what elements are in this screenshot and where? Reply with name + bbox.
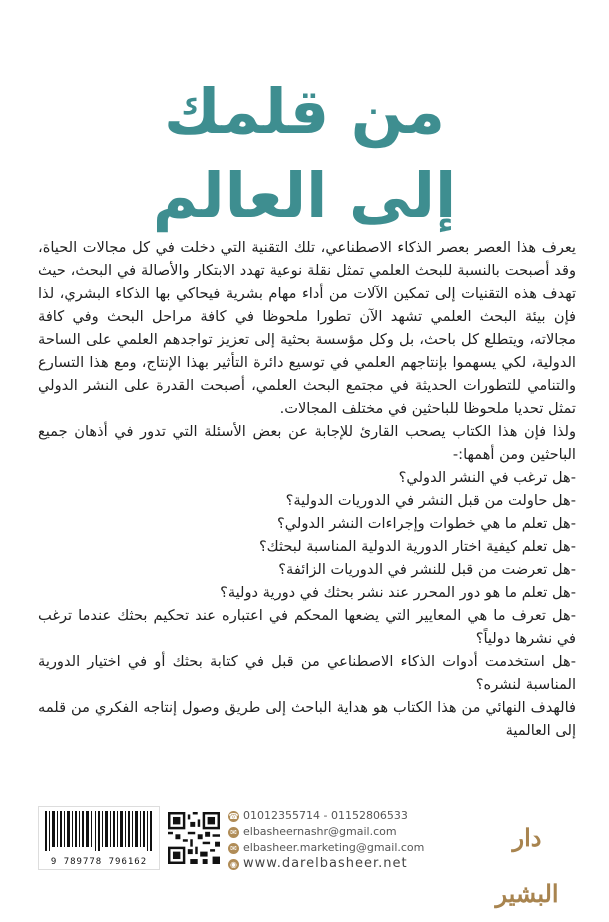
question-item: -هل تعرضت من قبل للنشر في الدوريات الزائفة؟ (278, 561, 576, 578)
isbn-barcode (38, 806, 160, 870)
question-item: -هل تعلم ما هو دور المحرر عند نشر بحثك في دورية دولية؟ (220, 584, 576, 601)
website-link[interactable]: www.darelbasheer.net (243, 856, 408, 871)
intro-paragraph: يعرف هذا العصر بعصر الذكاء الاصطناعي، تلك التقنية التي دخلت في كل مجالات الحياة، وقد أصبحت بالنسبة للبحث العلمي تمثل نقلة نوعية تهدد الابتكار والأصالة في البحث، حيث تهدف هذه التقنيات إلى تمكين الآلات من أداء مهام بشرية فيحاكي بها الذكاء البشري، لذا فإن بيئة البحث العلمي تشهد الآن تطورا ملحوظا في كافة مراحل البحث وفي كافة مجالاته، ويتطلع كل باحث، بل وكل مؤسسة بحثية إلى تعزيز تواجدهم العلمي على الساحة الدولية، لكي يسهموا بإنتاجهم العلمي في توسيع دائرة التأثير بهذا الإنتاج، ومع هذا التسارع والتنامي للتطورات الحديثة في مجتمع البحث العلمي، أصبحت القدرة على النشر الدولي تمثل تحديا ملحوظا للباحثين في مختلف المجالات. (38, 239, 576, 417)
title-line-2: إلى العالم (152, 159, 457, 232)
email-row (228, 824, 468, 840)
question-item: -هل ترغب في النشر الدولي؟ (398, 469, 576, 486)
email-marketing[interactable]: elbasheer.marketing@gmail.com (243, 841, 425, 854)
question-item: -هل حاولت من قبل النشر في الدوريات الدولية؟ (285, 492, 576, 509)
question-item: -هل تعلم كيفية اختار الدورية الدولية المناسبة لبحثك؟ (258, 538, 576, 555)
isbn-number: 9 789778 796162 (50, 857, 148, 867)
questions-intro: ولذا فإن هذا الكتاب يصحب القارئ للإجابة عن بعض الأسئلة التي تدور في أذهان جميع الباحثين ومن أهمها:- (38, 423, 576, 463)
publisher-logo: دار البشير (495, 823, 559, 908)
phone-numbers: 01012355714 - 01152806533 (243, 809, 408, 822)
qr-code-icon (168, 812, 220, 864)
email-nashr[interactable]: elbasheernashr@gmail.com (243, 825, 397, 838)
website-row (228, 856, 468, 872)
mail-icon: ✉ (228, 843, 239, 854)
mail-icon: ✉ (228, 827, 239, 838)
barcode-icon (45, 811, 153, 851)
closing-paragraph: فالهدف النهائي من هذا الكتاب هو هداية الباحث إلى طريق وصول إنتاجه الفكري من قلمه إلى العالمية (38, 699, 576, 739)
contact-info (228, 808, 468, 872)
email-row (228, 840, 468, 856)
phone-icon: ☎ (228, 811, 239, 821)
phone-row (228, 808, 468, 824)
cover-footer (38, 806, 572, 908)
book-title (0, 70, 609, 238)
question-item: -هل تعرف ما هي المعايير التي يضعها المحكم في اعتباره عند تحكيم بحثك عندما ترغب في نشرها دولياً؟ (38, 607, 576, 647)
globe-icon: ◉ (228, 859, 239, 870)
question-item: -هل تعلم ما هي خطوات وإجراءات النشر الدولي؟ (276, 515, 576, 532)
question-item: -هل استخدمت أدوات الذكاء الاصطناعي من قبل في كتابة بحثك أو في اختيار الدورية المناسبة لنشره؟ (38, 653, 576, 693)
back-cover-text (38, 236, 576, 742)
title-line-1: من قلمك (164, 75, 445, 148)
